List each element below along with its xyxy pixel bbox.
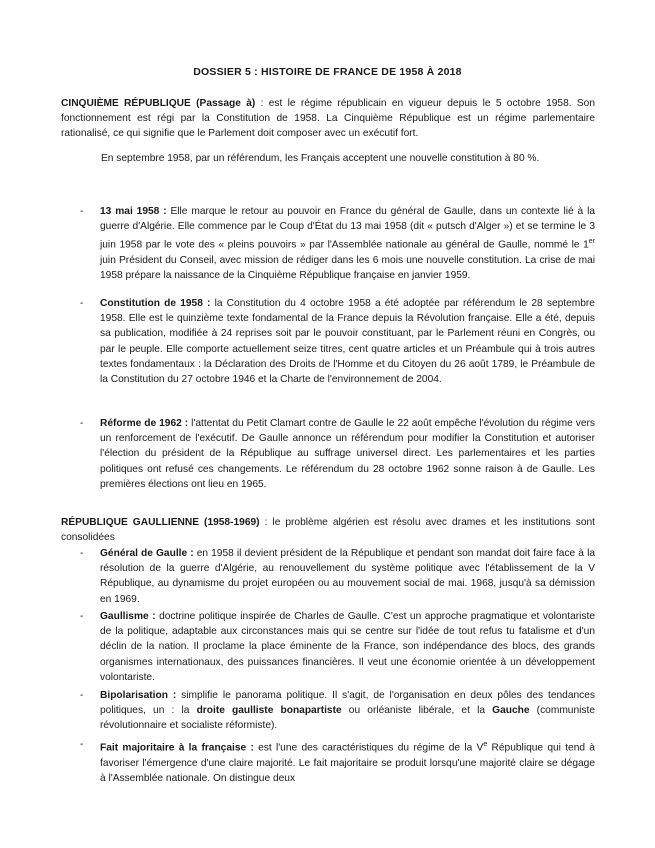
list-item-label: Bipolarisation : xyxy=(100,690,177,701)
intro-label: CINQUIÈME RÉPUBLIQUE (Passage à) xyxy=(61,98,256,109)
list-item-body: la Constitution du 4 octobre 1958 a été adoptée par référendum le 28 septembre 1958. Elle est le quinzième texte fondamental de la France depuis la Révolution française. Elle a été, depuis sa publication, modifiée à 24 reprises soit par le pouvoir constituant, par le Parlement réuni en Congrès, ou par le peuple. Elle comporte actuellement seize titres, cent quatre articles et un Préambule qui à trois autres textes fondamentaux : la Déclaration des Droits de l'Homme et du Citoyen du 26 août 1789, le Préambule de la Constitution du 27 octobre 1946 et la Charte de l'environnement de 2004. xyxy=(100,298,595,386)
referendum-paragraph: En septembre 1958, par un référendum, les Français acceptent une nouvelle constitution à 80 %. xyxy=(101,153,540,164)
list-item-body: l'attentat du Petit Clamart contre de Gaulle le 22 août empêche l'évolution du régime vers un renforcement de l'exécutif. De Gaulle annonce un référendum pour modifier la Constitution et autoriser l'élection du président de la République au suffrage universel direct. Les parlementaires et les parties politiques ont refusé ces changements. Le référendum du 28 octobre 1962 sonne raison à de Gaulle. Les premières élections ont lieu en 1965. xyxy=(100,418,596,490)
list-item-body: Elle marque le retour au pouvoir en France du général de Gaulle, dans un contexte lié à la guerre d'Algérie. Elle commence par le Coup d'État du 13 mai 1958 (dit « putsch d'Alger ») et se termine le 3 juin 1958 par le vote des « pleins pouvoirs » par l'Assemblée nationale au général de Gaulle, nommé le 1 xyxy=(100,206,595,251)
list-item-label: Général de Gaulle : xyxy=(100,548,194,559)
list-item-text xyxy=(100,296,595,387)
bullet-dash: - xyxy=(80,206,84,217)
intro-paragraph xyxy=(61,96,595,142)
bullet-dash: - xyxy=(80,690,84,701)
list-item-text xyxy=(100,609,595,685)
list-item-emphasis: Gauche xyxy=(492,705,530,717)
list-item-body-cont: ou orléaniste libérale, et la xyxy=(341,705,493,717)
list-item-text xyxy=(100,737,595,786)
list-item-body-cont: République qui tend à favoriser l'émergence d'une claire majorité. Le fait majoritaire se produit lorsqu'une majorité claire se dégage à l'Assemblée nationale. On distingue deux xyxy=(100,742,595,784)
bullet-dash: - xyxy=(80,418,84,429)
bullet-dash: - xyxy=(80,739,84,750)
list-item-label: Réforme de 1962 : xyxy=(100,418,189,429)
superscript: e xyxy=(483,741,488,748)
bullet-dash: - xyxy=(80,298,84,309)
list-item-label: Constitution de 1958 : xyxy=(100,298,211,309)
list-item-label: 13 mai 1958 : xyxy=(100,206,167,217)
superscript: er xyxy=(588,238,595,246)
bullet-dash: - xyxy=(80,548,84,559)
bullet-dash: - xyxy=(80,611,84,622)
list-item-text xyxy=(100,204,595,283)
list-item-label: Fait majoritaire à la française : xyxy=(100,742,254,754)
list-item-emphasis: droite gaulliste bonapartiste xyxy=(196,705,342,717)
intro-text: : est le régime républicain en vigueur depuis le 5 octobre 1958. Son fonctionnement est régi par la Constitution de 1958. La Cinquième République est un régime parlementaire rationalisé, ce qui signifie que le Parlement doit composer avec un exécutif fort. xyxy=(61,98,596,140)
list-item-body: simplifie le panorama politique. Il s'agit, de l'organisation en deux pôles des tendances politiques, un : la xyxy=(100,690,595,717)
list-item-text xyxy=(100,416,595,492)
list-item-body: doctrine politique inspirée de Charles de Gaulle. C'est un approche pragmatique et volontariste de la politique, adaptable aux circonstances mais qui se centre sur l'idée de tout refus tu fatalisme et d'un déclin de la nation. Il proclame la place éminente de la France, son indépendance des blocs, des grands organismes internationaux, des puissances financières. Il veut une économie orientée à un développement volontariste. xyxy=(100,611,595,683)
list-item-body-cont: juin Président du Conseil, avec mission de rédiger dans les 6 mois une nouvelle constitution. La crise de mai 1958 prépare la naissance de la Cinquième République française en janvier 1959. xyxy=(100,255,595,282)
list-item-body: en 1958 il devient président de la République et pendant son mandat doit faire face à la résolution de la guerre d'Algérie, au renouvellement du système politique avec l'établissement de la V République, au dynamisme du projet européen ou au mouvement social de mai. 1968, jusqu'à sa démission en 1969. xyxy=(100,548,595,605)
list-item-text xyxy=(100,688,595,734)
list-item-text xyxy=(100,546,595,607)
list-item-body: est l'une des caractéristiques du régime de la V xyxy=(253,742,484,754)
section-text: : le problème algérien est résolu avec drames et les institutions sont consolidées xyxy=(61,517,595,544)
document-title: DOSSIER 5 : HISTOIRE DE FRANCE DE 1958 À 2018 xyxy=(193,66,462,78)
section-label: RÉPUBLIQUE GAULLIENNE (1958-1969) xyxy=(61,517,260,528)
list-item-body-cont: (communiste révolutionnaire et socialiste réformiste). xyxy=(100,705,595,732)
gaullienne-paragraph xyxy=(61,515,595,545)
list-item-label: Gaullisme : xyxy=(100,611,156,622)
